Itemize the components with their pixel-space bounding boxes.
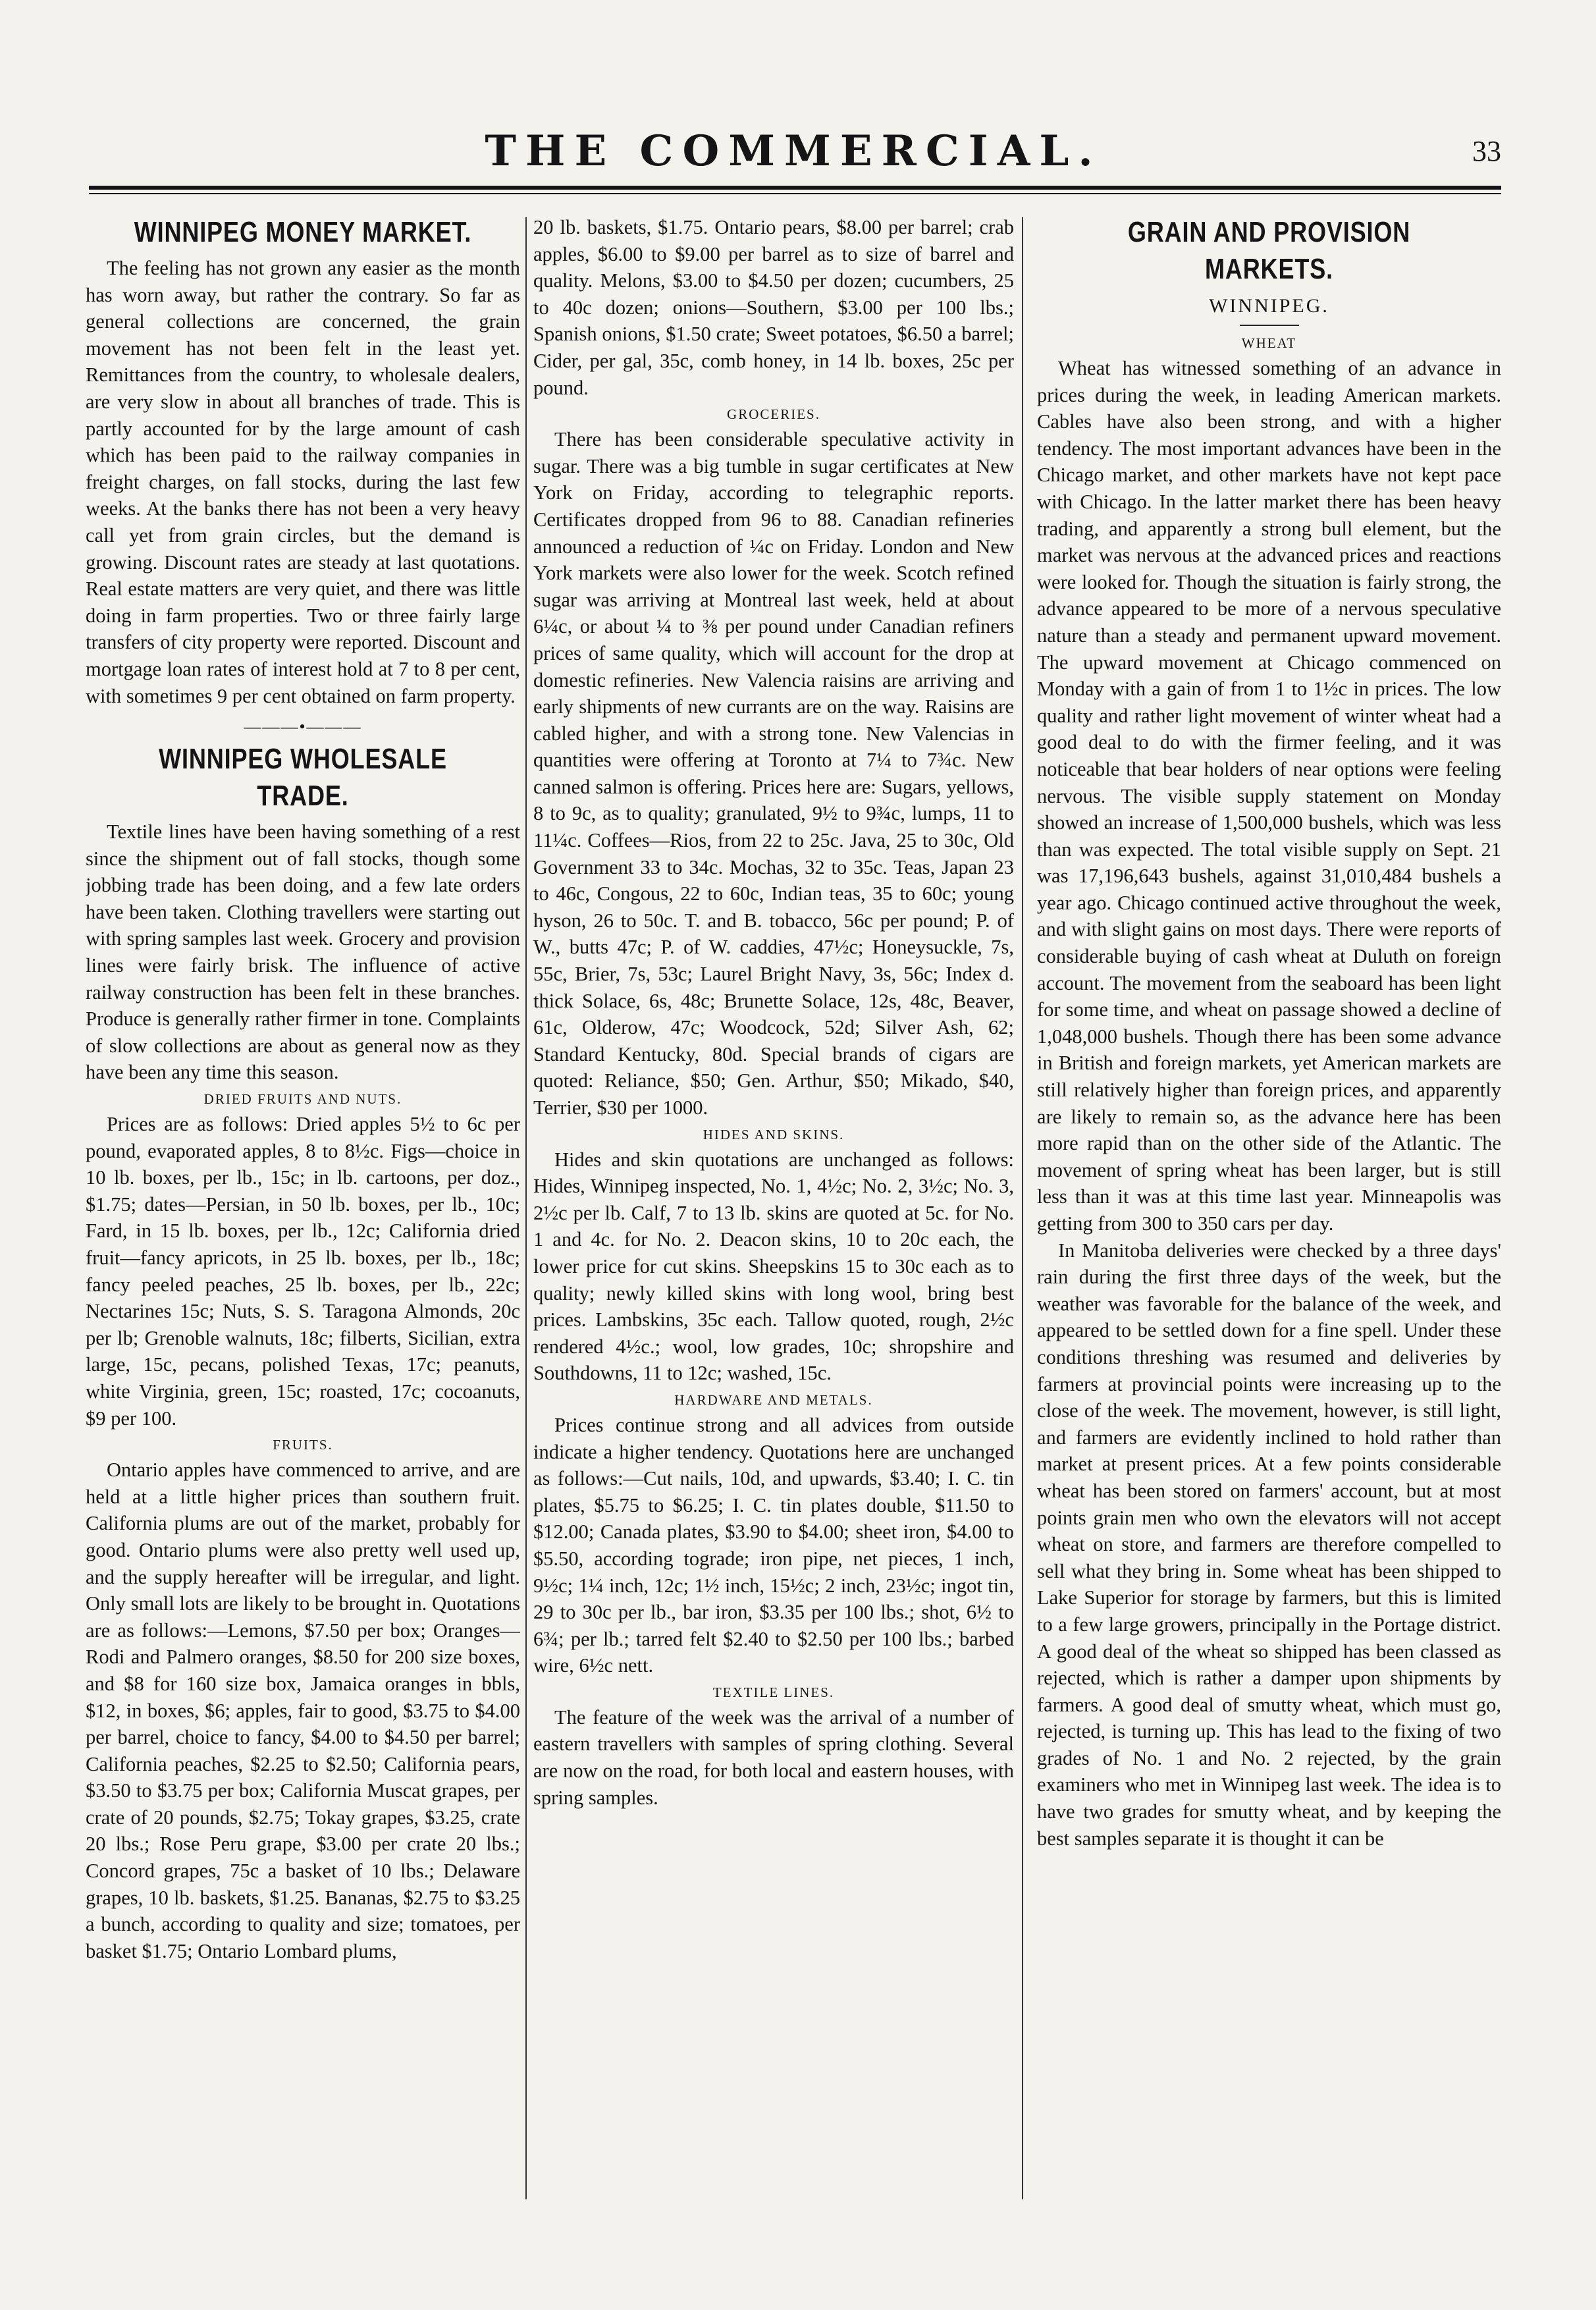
wholesale-trade-heading: WINNIPEG WHOLESALE TRADE. [159,743,447,813]
groceries-paragraph: There has been considerable speculative activity in sugar. There was a big tumble in sugar certificates at New York on Friday, according to telegraphic reports. Certificates dropped from 96 to 88. Canadian refineries announced a reduction of ¼c on Friday. London and New York markets were also lower for the week. Scotch refined sugar was arriving at Montreal last week, held at about 6¼c, or about ¼ to ⅜ per pound under Canadian refiners prices of same quality, which will account for the drop at domestic refineries. New Valencia raisins are arriving and early shipments of new currants are on the way. Raisins are cabled higher, and with a strong tone. New Valencias in quantities were offering at Toronto at 7¼ to 7¾c. New canned salmon is offering. Prices here are: Sugars, yellows, 8 to 9c, as to quality; granulated, 9½ to 9¾c, lumps, 11 to 11¼c. Coffees—Rios, from 22 to 25c. Java, 25 to 30c, Old Government 33 to 34c. Mochas, 32 to 35c. Teas, Japan 23 to 46c, Congous, 22 to 60c, Indian teas, 35 to 60c; young hyson, 26 to 50c. T. and B. tobacco, 56c per pound; P. of W., butts 47c; P. of W. caddies, 47½c; Honeysuckle, 7s, 55c, Brier, 7s, 53c; Laurel Bright Navy, 3s, 56c; Index d. thick Solace, 6s, 48c; Brunette Solace, 12s, 48c, Beaver, 61c, Olderow, 47c; Woodcock, 52d; Silver Ash, 62; Standard Kentucky, 80d. Special brands of cigars are quoted: Reliance, $50; Gen. Arthur, $50; Mikado, $40, Terrier, $30 per 1000. [533,428,1014,1119]
header-rule [89,186,1501,190]
dried-fruits-heading: DRIED FRUITS AND NUTS. [203,1091,402,1108]
column-1 [86,214,520,2203]
winnipeg-subheading: WINNIPEG. [1209,295,1329,317]
money-market-paragraph: The feeling has not grown any easier as the month has worn away, but rather the contrary. So far as general collections are concerned, the grain movement has not been felt in the least yet. Remittances from the country, to wholesale dealers, are very slow in about all branches of trade. This is partly accounted for by the large amount of cash which has been paid to the railway companies in freight charges, on fall stocks, during the last few weeks. At the banks there has not been a very heavy call yet from grain circles, but the demand is growing. Discount rates are steady at last quotations. Real estate matters are very quiet, and there was little doing in farm properties. Two or three fairly large transfers of city property were reported. Discount and mortgage loan rates of interest hold at 7 to 8 per cent, with sometimes 9 per cent obtained on farm property. [86,257,520,707]
page-number: 33 [1472,135,1501,167]
hardware-heading: HARDWARE AND METALS. [674,1391,873,1408]
column-divider [525,217,527,2199]
masthead [86,125,1501,178]
column-3 [1037,214,1501,2203]
fruits-continued-paragraph: 20 lb. baskets, $1.75. Ontario pears, $8.00 per barrel; crab apples, $6.00 to $9.00 per barrel as to size of barrel and quality. Melons, $3.00 to $4.50 per dozen; cucumbers, 25 to 40c dozen; onions—Southern, $3.00 per 100 lbs.; Spanish onions, $1.50 crate; Sweet potatoes, $6.50 a barrel; Cider, per gal, 35c, comb honey, in 14 lb. boxes, 25c per pound. [533,216,1014,399]
column-2 [533,214,1014,2203]
subheading-rule [1240,325,1299,326]
hides-heading: HIDES AND SKINS. [703,1126,845,1142]
section-ornament: ———•——— [244,717,362,737]
textile-heading: TEXTILE LINES. [712,1684,835,1700]
wholesale-trade-paragraph: Textile lines have been having something of a rest since the shipment out of fall stocks, though some jobbing trade has been doing, and a few late orders have been taken. Clothing travellers were starting out with spring samples last week. Grocery and provision lines were fairly brisk. The influence of active railway construction has been felt in these branches. Produce is generally rather firmer in tone. Complaints of slow collections are about as general now as they have been any time this season. [86,820,520,1084]
fruits-heading: FRUITS. [273,1437,333,1453]
dried-fruits-paragraph: Prices are as follows: Dried apples 5½ to 6c per pound, evaporated apples, 8 to 8½c. Figs—choice in 10 lb. boxes, per lb., 15c; in lb. cartoons, per doz., $1.75; dates—Persian, in 50 lb. boxes, per lb., 10c; Fard, in 15 lb. boxes, per lb., 12c; California dried fruit—fancy apricots, in 25 lb. boxes, per lb., 18c; fancy peeled peaches, 25 lb. boxes, per lb., 22c; Nectarines 15c; Nuts, S. S. Taragona Almonds, 20c per lb; Grenoble walnuts, 18c; filberts, Sicilian, extra large, 15c, pecans, polished Texas, 17c; peanuts, white Virginia, green, 15c; roasted, 17c; cocoanuts, $9 per 100. [86,1113,520,1430]
newspaper-title: THE COMMERCIAL. [485,126,1102,176]
wheat-heading: WHEAT [1241,335,1297,351]
wheat-paragraph-2: In Manitoba deliveries were checked by a three days' rain during the first three days of the week, but the weather was favorable for the balance of the week, and appeared to be settled down for a fine spell. Under these conditions threshing was resumed and deliveries by farmers at provincial points were increasing up to the close of the week. The movement, however, is still light, and farmers are evidently inclined to hold rather than market at present prices. At a few points considerable wheat has been stored on farmers' account, but at most points grain men who own the elevators will not accept wheat on store, and farmers are therefore compelled to sell what they bring in. Some wheat has been shipped to Lake Superior for storage by farmers, but this is limited to a few large growers, principally in the Portage district. A good deal of the wheat so shipped has been classed as rejected, which is rather a damper upon shipments by farmers. A good deal of smutty wheat, which must go, rejected, is turning up. This has lead to the fixing of two grades of No. 1 and No. 2 rejected, by the grain examiners who met in Winnipeg last week. The idea is to have two grades for smutty wheat, and by keeping the best samples separate it is thought it can be [1037,1239,1501,1850]
hides-paragraph: Hides and skin quotations are unchanged as follows: Hides, Winnipeg inspected, No. 1, 4½c; No. 2, 3½c; No. 3, 2½c per lb. Calf, 7 to 13 lb. skins are quoted at 5c. for No. 1 and 4c. for No. 2. Deacon skins, 10 to 20c each, the lower price for cut skins. Sheepskins 15 to 30c each as to quality; newly killed skins with long wool, bring best prices. Lambskins, 35c each. Tallow quoted, rough, 2½c rendered 4½c.; wool, low grades, 10c; shropshire and Southdowns, 11 to 12c; washed, 15c. [533,1148,1014,1385]
textile-paragraph: The feature of the week was the arrival of a number of eastern travellers with samples of spring clothing. Several are now on the road, for both local and eastern houses, with spring samples. [533,1706,1014,1809]
hardware-paragraph: Prices continue strong and all advices from outside indicate a higher tendency. Quotations here are unchanged as follows:—Cut nails, 10d, and upwards, $3.40; I. C. tin plates, $5.75 to $6.25; I. C. tin plates double, $11.50 to $12.00; Canada plates, $3.90 to $4.00; sheet iron, $4.00 to $5.50, according tograde; iron pipe, net pieces, 1 inch, 9½c; 1¼ inch, 12c; 1½ inch, 15½c; 2 inch, 23½c; ingot tin, 29 to 30c per lb., bar iron, $3.35 per 100 lbs.; shot, 6½ to 6¾; per lb.; tarred felt $2.40 to $2.50 per 100 lbs.; barbed wire, 6½c nett. [533,1413,1014,1677]
grain-markets-heading: GRAIN AND PROVISION MARKETS. [1127,216,1411,285]
fruits-paragraph: Ontario apples have commenced to arrive, and are held at a little higher prices than southern fruit. California plums are out of the market, probably for good. Ontario plums were also pretty well used up, and the supply hereafter will be irregular, and light. Only small lots are likely to be brought in. Quotations are as follows:—Lemons, $7.50 per box; Oranges—Rodi and Palmero oranges, $8.50 for 200 size boxes, and $8 for 160 size box, Jamaica oranges in bbls, $12, in boxes, $6; apples, fair to good, $3.75 to $4.00 per barrel, choice to fancy, $4.00 to $4.50 per barrel; California peaches, $2.25 to $2.50; California pears, $3.50 to $3.75 per box; California Muscat grapes, per crate of 20 pounds, $2.75; Tokay grapes, $3.25, crate 20 lbs.; Rose Peru grape, $3.00 per crate 20 lbs.; Concord grapes, 75c a basket of 10 lbs.; Delaware grapes, 10 lb. baskets, $1.25. Bananas, $2.75 to $3.25 a bunch, according to quality and size; tomatoes, per basket $1.75; Ontario Lombard plums, [86,1459,520,1962]
groceries-heading: GROCERIES. [727,406,820,423]
money-market-heading: WINNIPEG MONEY MARKET. [134,216,472,248]
wheat-paragraph-1: Wheat has witnessed something of an advance in prices during the week, in leading American markets. Cables have also been strong, and with a higher tendency. The most important advances have been in the Chicago market, and other markets have not kept pace with Chicago. In the latter market there has been heavy trading, and apparently a strong bull element, but the market was nervous at the advanced prices and reactions were looked for. Though the situation is fairly strong, the advance appeared to be more of a nervous speculative nature than a steady and permanent upward movement. The upward movement at Chicago commenced on Monday with a gain of from 1 to 1½c in prices. The low quality and rather light movement of winter wheat had a good deal to do with the firmer feeling, and it was noticeable that bear holders of near options were feeling nervous. The visible supply statement on Monday showed an increase of 1,500,000 bushels, which was less than was expected. The total visible supply on Sept. 21 was 17,196,643 bushels, against 31,010,484 bushels a year ago. Chicago continued active throughout the week, and with slight gains on most days. There were reports of considerable buying of cash wheat at Duluth on foreign account. The movement from the seaboard has been light for some time, and wheat on passage showed a decline of 1,048,000 bushels. Though there has been some advance in British and foreign markets, yet American markets are still relatively higher than foreign prices, and apparently are likely to remain so, as the advance here has been more rapid than on the other side of the Atlantic. The movement of spring wheat has been larger, but is still less than it was at this time last year. Minneapolis was getting from 300 to 350 cars per day. [1037,357,1501,1235]
column-divider [1022,217,1023,2199]
header-rule-thin [89,193,1501,194]
